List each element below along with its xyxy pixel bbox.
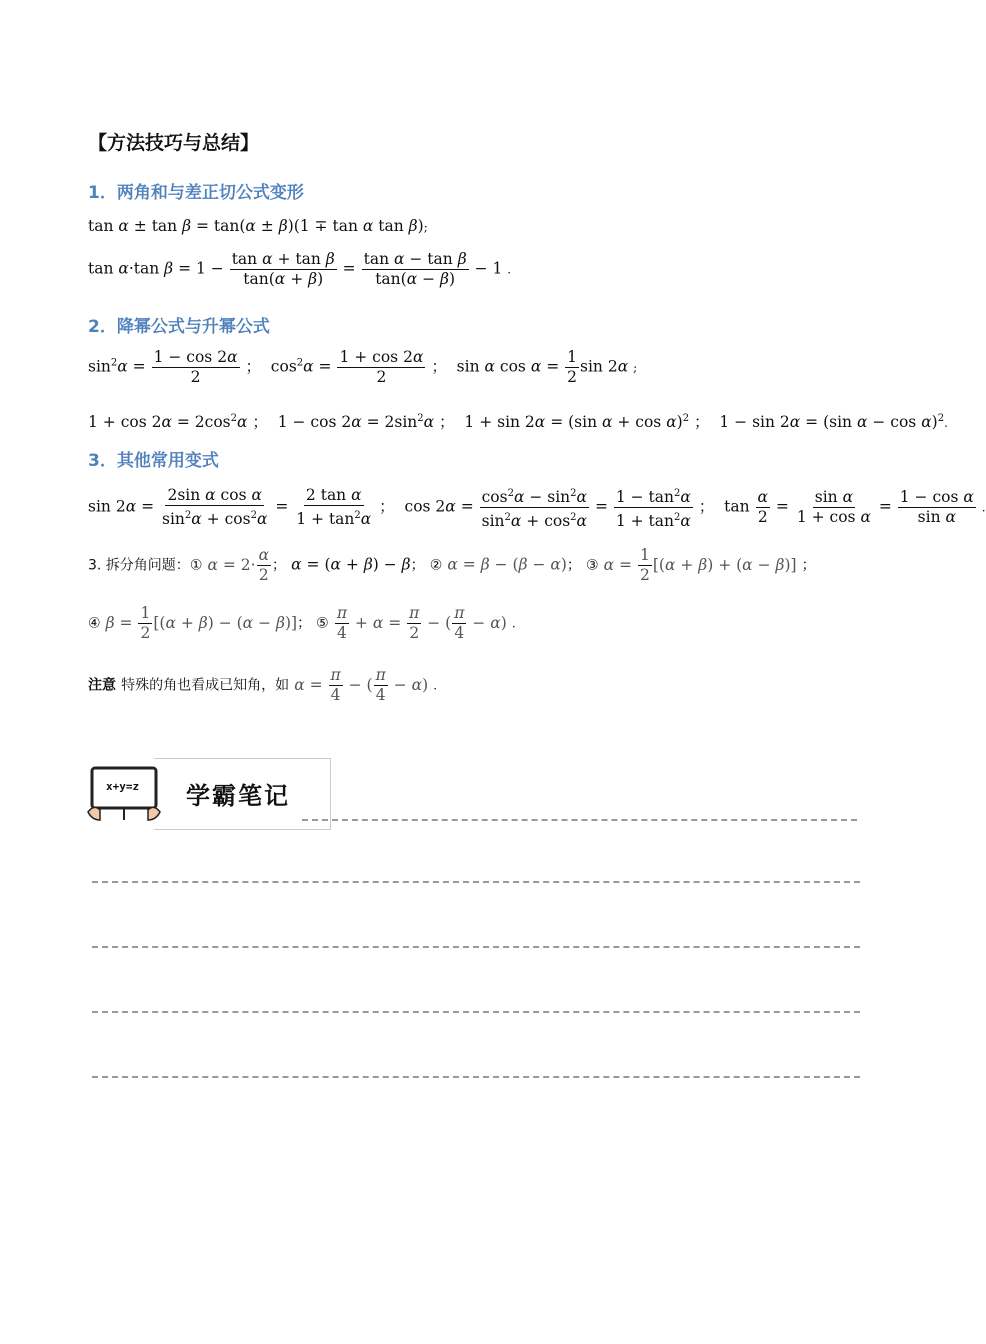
- formula-common-variants: sin 2α = $\frac{\text{2sin α cos α}}{\sin^2\alpha + \cos^2\alpha}$ = $\frac{\text{2 tan α}}{1 + \tan^2\alpha}$ ； cos 2α = $\frac{\cos^2\alpha - \sin^2\alpha}{\sin^2\alpha + \cos^2\alpha}$ = $\frac{1 - \tan^2\alpha}{1 + \tan^2\alpha}$ ； tan $\frac{\alpha}{2}$ = $\frac{\text{sin α}}{\text{1 + cos α}}$ = $\frac{\text{1 − cos α}}{\text{sin α}}$ .: [88, 484, 986, 531]
- circled-5: ⑤: [316, 615, 329, 632]
- study-notes-header: [84, 758, 332, 830]
- circled-3: ③: [586, 557, 599, 574]
- circled-4: ④: [88, 615, 101, 632]
- note-label: 注意: [88, 677, 116, 694]
- note-line: 注意 特殊的角也看成已知角，如 α = $\frac{\pi}{4}$ − ( $\frac{\pi}{4}$ − α) .: [88, 666, 438, 704]
- formula-tan-sum-1: tan α ± tan β = tan(α ± β)(1 ∓ tan α tan β);: [88, 217, 428, 235]
- note-line-3: [92, 946, 860, 948]
- notes-title: 学霸笔记: [186, 782, 290, 810]
- split-angle-label: 3. 拆分角问题：: [88, 557, 190, 574]
- section-2-heading: 2．降幂公式与升幂公式: [88, 317, 270, 337]
- circled-1: ①: [189, 557, 203, 574]
- blackboard-text: x+y=z: [106, 780, 140, 793]
- note-line-4: [92, 1011, 860, 1013]
- section-3-heading: 3．其他常用变式: [88, 451, 219, 471]
- formula-power-raising: $1 + \cos 2\alpha = 2\cos^2\alpha$ ； $1 - \cos 2\alpha = 2\sin^2\alpha$ ； 1 + sin 2α = (sin α + cos α)$^2$ ； 1 − sin 2α = (sin α − cos α)$^2$.: [88, 413, 948, 432]
- split-angle-line-1: 3. 拆分角问题：① α = 2· $\frac{\alpha}{2}$ ； α = (α + β) − β； ② α = β − (β − α)； ③ α = $\frac{1}{2}$ [(α + β) + (α − β)] ；: [88, 546, 816, 584]
- note-line-2: [92, 881, 860, 883]
- circled-2: ②: [429, 557, 443, 574]
- note-line-5: [92, 1076, 860, 1078]
- note-line-1: [302, 819, 857, 821]
- page-title: 【方法技巧与总结】: [88, 132, 260, 154]
- section-1-heading: 1．两角和与差正切公式变形: [88, 183, 304, 203]
- split-angle-line-2: ④ β = $\frac{1}{2}$ [(α + β) − (α − β)]； ⑤ $\frac{\pi}{4}$ + α = $\frac{\pi}{2}$ − ( $\frac{\pi}{4}$ − α) .: [88, 604, 516, 642]
- blackboard-icon: [84, 760, 164, 830]
- formula-tan-sum-2: tan α·tan β = 1 − $\frac{\text{tan α + tan β}}{\tan(\alpha + \beta)}$ = $\frac{\text{tan α − tan β}}{\tan(\alpha - \beta)}$ − 1 .: [88, 250, 512, 288]
- note-text: 特殊的角也看成已知角，如: [121, 677, 290, 694]
- formula-power-reduction: $\sin^2\alpha$ = $\frac{1 - \cos 2\alpha}{2}$ ； $\cos^2\alpha$ = $\frac{1 + \cos 2\alpha}{2}$ ； sin α cos α = $\frac{1}{2}$ sin 2α ;: [88, 348, 638, 386]
